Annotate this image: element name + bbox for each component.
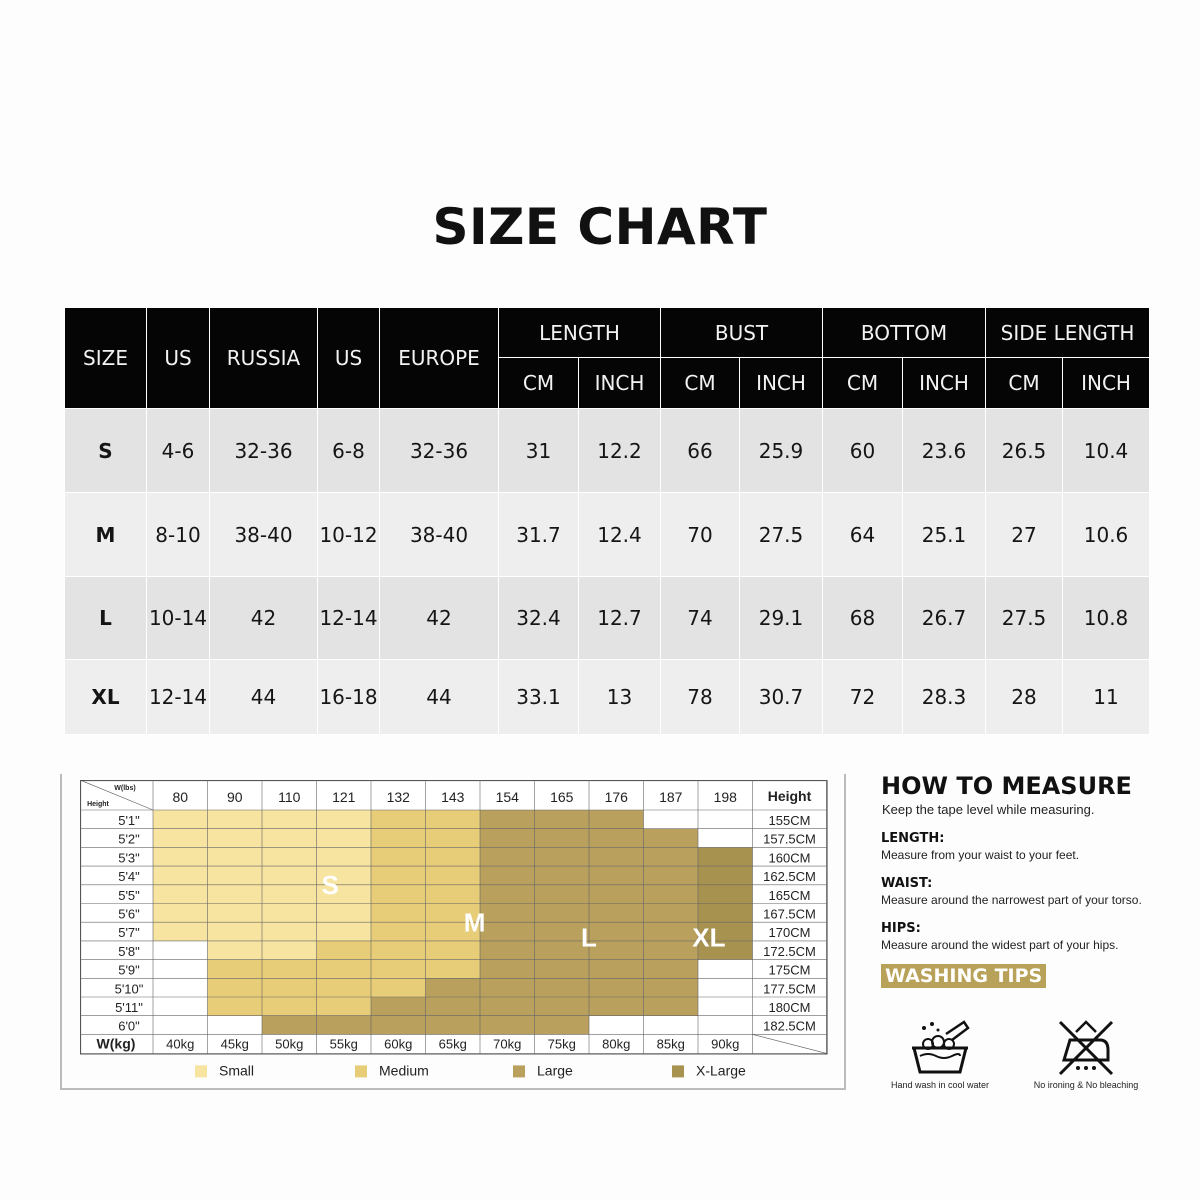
value-cell: 42 xyxy=(210,577,318,660)
zone-cell xyxy=(317,847,372,866)
value-cell: 10-14 xyxy=(147,577,210,660)
zone-cell xyxy=(371,1016,426,1035)
value-cell: 12-14 xyxy=(147,660,210,735)
subheader-cm: CM xyxy=(499,358,579,409)
zone-cell xyxy=(535,885,590,904)
weight-lbs-label: 176 xyxy=(604,789,628,805)
zone-cell xyxy=(371,922,426,941)
zone-cell xyxy=(262,960,317,979)
value-cell: 38-40 xyxy=(380,493,499,577)
zone-cell xyxy=(371,810,426,829)
value-cell: 23.6 xyxy=(903,409,986,493)
zone-cell xyxy=(371,978,426,997)
zone-cell xyxy=(589,829,644,848)
zone-cell xyxy=(535,829,590,848)
header-bust: BUST xyxy=(661,308,823,358)
height-feet-label: 5'3" xyxy=(118,850,140,866)
hand-wash-icon xyxy=(908,1018,972,1078)
zone-cell xyxy=(480,997,535,1016)
weight-kg-label: 85kg xyxy=(656,1036,685,1052)
value-cell: 70 xyxy=(661,493,740,577)
height-feet-label: 5'6" xyxy=(118,906,140,922)
subheader-inch: INCH xyxy=(579,358,661,409)
zone-cell xyxy=(644,978,699,997)
weight-lbs-label: 165 xyxy=(550,789,574,805)
legend-label: Large xyxy=(537,1062,573,1079)
value-cell: 25.9 xyxy=(740,409,823,493)
size-cell: L xyxy=(65,577,147,660)
height-feet-label: 5'7" xyxy=(118,925,140,941)
zone-cell xyxy=(480,866,535,885)
zone-cell xyxy=(426,978,481,997)
length-desc: Measure from your waist to your feet. xyxy=(881,848,1080,862)
zone-cell xyxy=(262,978,317,997)
value-cell: 12.7 xyxy=(579,577,661,660)
zone-cell xyxy=(480,922,535,941)
value-cell: 64 xyxy=(823,493,903,577)
subheader-inch: INCH xyxy=(903,358,986,409)
value-cell: 31 xyxy=(499,409,579,493)
zone-label-m: M xyxy=(463,907,486,938)
zone-cell xyxy=(589,904,644,923)
height-feet-label: 5'2" xyxy=(118,831,140,847)
zone-cell xyxy=(644,885,699,904)
zone-cell xyxy=(208,997,263,1016)
height-feet-label: 5'4" xyxy=(118,869,140,885)
waist-label: WAIST: xyxy=(881,876,933,891)
value-cell: 12-14 xyxy=(318,577,380,660)
zone-cell xyxy=(644,866,699,885)
height-cm-label: 170CM xyxy=(768,925,811,941)
weight-kg-label: 65kg xyxy=(438,1036,467,1052)
zone-cell xyxy=(208,885,263,904)
zone-cell xyxy=(589,997,644,1016)
value-cell: 27.5 xyxy=(740,493,823,577)
zone-cell xyxy=(426,1016,481,1035)
height-cm-label: 172.5CM xyxy=(763,943,816,959)
zone-cell xyxy=(208,829,263,848)
zone-cell xyxy=(262,847,317,866)
height-cm-label: 157.5CM xyxy=(763,831,816,847)
weight-lbs-label: 187 xyxy=(659,789,683,805)
zone-cell xyxy=(208,904,263,923)
how-to-measure-subtitle: Keep the tape level while measuring. xyxy=(882,802,1095,817)
header-us: US xyxy=(147,308,210,409)
zone-cell xyxy=(262,904,317,923)
weight-kg-label: 70kg xyxy=(493,1036,522,1052)
zone-cell xyxy=(698,866,753,885)
zone-cell xyxy=(426,997,481,1016)
value-cell: 11 xyxy=(1063,660,1150,735)
value-cell: 10.4 xyxy=(1063,409,1150,493)
weight-lbs-label: 154 xyxy=(495,789,519,805)
zone-cell xyxy=(426,810,481,829)
size-table xyxy=(64,307,1150,735)
corner-weight-label: W(lbs) xyxy=(114,785,136,792)
height-header: Height xyxy=(767,788,812,804)
value-cell: 28 xyxy=(986,660,1063,735)
zone-cell xyxy=(644,997,699,1016)
zone-cell xyxy=(153,847,208,866)
height-feet-label: 5'11" xyxy=(115,1000,143,1015)
value-cell: 33.1 xyxy=(499,660,579,735)
header-russia: RUSSIA xyxy=(210,308,318,409)
zone-label-s: S xyxy=(321,870,339,901)
zone-cell xyxy=(535,1016,590,1035)
value-cell: 27.5 xyxy=(986,577,1063,660)
zone-cell xyxy=(208,960,263,979)
zone-cell xyxy=(698,847,753,866)
zone-cell xyxy=(153,866,208,885)
zone-cell xyxy=(371,904,426,923)
zone-cell xyxy=(480,829,535,848)
zone-cell xyxy=(644,960,699,979)
value-cell: 44 xyxy=(380,660,499,735)
zone-cell xyxy=(480,960,535,979)
height-cm-label: 167.5CM xyxy=(763,906,816,922)
zone-cell xyxy=(426,866,481,885)
height-feet-label: 6'0" xyxy=(118,1018,140,1034)
zone-cell xyxy=(644,941,699,960)
zone-cell xyxy=(208,941,263,960)
weight-kg-label: 45kg xyxy=(220,1036,249,1052)
zone-cell xyxy=(208,810,263,829)
height-cm-label: 155CM xyxy=(768,813,811,828)
weight-lbs-label: 198 xyxy=(713,789,737,805)
weight-kg-label: 60kg xyxy=(384,1036,413,1052)
zone-cell xyxy=(153,810,208,829)
value-cell: 32-36 xyxy=(380,409,499,493)
zone-cell xyxy=(698,885,753,904)
value-cell: 60 xyxy=(823,409,903,493)
subheader-cm: CM xyxy=(661,358,740,409)
zone-cell xyxy=(535,866,590,885)
height-cm-label: 182.5CM xyxy=(763,1018,816,1034)
zone-cell xyxy=(153,885,208,904)
hips-desc: Measure around the widest part of your hips. xyxy=(881,938,1119,952)
size-row xyxy=(65,493,1150,577)
header-europe: EUROPE xyxy=(380,308,499,409)
size-cell: M xyxy=(65,493,147,577)
value-cell: 28.3 xyxy=(903,660,986,735)
zone-cell xyxy=(371,866,426,885)
zone-cell xyxy=(480,847,535,866)
zone-cell xyxy=(480,941,535,960)
hips-label: HIPS: xyxy=(881,921,921,936)
height-cm-label: 175CM xyxy=(768,962,811,978)
value-cell: 72 xyxy=(823,660,903,735)
value-cell: 68 xyxy=(823,577,903,660)
value-cell: 44 xyxy=(210,660,318,735)
value-cell: 31.7 xyxy=(499,493,579,577)
value-cell: 29.1 xyxy=(740,577,823,660)
value-cell: 10.6 xyxy=(1063,493,1150,577)
height-cm-label: 180CM xyxy=(768,1000,811,1015)
header-us-2: US xyxy=(318,308,380,409)
zone-cell xyxy=(208,866,263,885)
waist-desc: Measure around the narrowest part of your torso. xyxy=(881,893,1142,907)
weight-kg-label: 40kg xyxy=(166,1036,195,1052)
size-row xyxy=(65,409,1150,493)
zone-cell xyxy=(589,847,644,866)
zone-cell xyxy=(644,829,699,848)
zone-cell xyxy=(262,922,317,941)
zone-cell xyxy=(317,829,372,848)
washing-tips-badge: WASHING TIPS xyxy=(881,964,1046,988)
corner-height-label: Height xyxy=(87,801,109,808)
zone-cell xyxy=(589,810,644,829)
zone-cell xyxy=(480,904,535,923)
weight-lbs-label: 143 xyxy=(441,789,465,805)
height-cm-label: 162.5CM xyxy=(763,869,816,885)
zone-cell xyxy=(644,847,699,866)
weight-lbs-label: 80 xyxy=(172,789,189,805)
zone-cell xyxy=(480,978,535,997)
zone-cell xyxy=(371,960,426,979)
zone-cell xyxy=(535,997,590,1016)
zone-cell xyxy=(589,885,644,904)
value-cell: 27 xyxy=(986,493,1063,577)
zone-cell xyxy=(153,904,208,923)
value-cell: 10.8 xyxy=(1063,577,1150,660)
no-iron-caption: No ironing & No bleaching xyxy=(1033,1080,1139,1090)
value-cell: 78 xyxy=(661,660,740,735)
value-cell: 8-10 xyxy=(147,493,210,577)
no-iron-icon-group xyxy=(1026,1018,1146,1090)
zone-cell xyxy=(317,960,372,979)
legend-swatch xyxy=(195,1065,207,1077)
zone-cell xyxy=(535,810,590,829)
value-cell: 32-36 xyxy=(210,409,318,493)
value-cell: 32.4 xyxy=(499,577,579,660)
zone-cell xyxy=(644,904,699,923)
zone-cell xyxy=(480,885,535,904)
zone-label-l: L xyxy=(581,922,597,953)
height-cm-label: 177.5CM xyxy=(763,981,816,997)
hand-wash-caption: Hand wash in cool water xyxy=(890,1080,990,1090)
zone-cell xyxy=(317,904,372,923)
zone-cell xyxy=(480,810,535,829)
value-cell: 26.7 xyxy=(903,577,986,660)
subheader-cm: CM xyxy=(986,358,1063,409)
value-cell: 26.5 xyxy=(986,409,1063,493)
weight-kg-header: W(kg) xyxy=(96,1035,136,1052)
subheader-inch: INCH xyxy=(740,358,823,409)
legend-label: X-Large xyxy=(696,1062,746,1079)
height-cm-label: 160CM xyxy=(768,850,811,866)
value-cell: 30.7 xyxy=(740,660,823,735)
value-cell: 6-8 xyxy=(318,409,380,493)
header-bottom: BOTTOM xyxy=(823,308,986,358)
length-label: LENGTH: xyxy=(881,831,945,846)
value-cell: 10-12 xyxy=(318,493,380,577)
hand-wash-icon-group xyxy=(880,1018,1000,1090)
weight-kg-label: 90kg xyxy=(711,1036,740,1052)
zone-cell xyxy=(262,866,317,885)
zone-cell xyxy=(262,1016,317,1035)
zone-cell xyxy=(262,810,317,829)
zone-cell xyxy=(426,960,481,979)
size-cell: S xyxy=(65,409,147,493)
zone-cell xyxy=(480,1016,535,1035)
zone-cell xyxy=(262,829,317,848)
value-cell: 74 xyxy=(661,577,740,660)
zone-cell xyxy=(262,997,317,1016)
value-cell: 25.1 xyxy=(903,493,986,577)
height-cm-label: 165CM xyxy=(768,887,811,903)
zone-cell xyxy=(535,847,590,866)
zone-cell xyxy=(589,922,644,941)
header-side-length: SIDE LENGTH xyxy=(986,308,1150,358)
zone-cell xyxy=(426,885,481,904)
size-cell: XL xyxy=(65,660,147,735)
how-to-measure-heading: HOW TO MEASURE xyxy=(881,772,1132,800)
subheader-inch: INCH xyxy=(1063,358,1150,409)
height-weight-chart xyxy=(80,780,830,1090)
zone-cell xyxy=(317,978,372,997)
zone-cell xyxy=(644,810,699,829)
zone-cell xyxy=(589,960,644,979)
zone-cell xyxy=(262,885,317,904)
legend-swatch xyxy=(355,1065,367,1077)
zone-cell xyxy=(698,829,753,848)
zone-cell xyxy=(535,904,590,923)
size-row xyxy=(65,577,1150,660)
zone-cell xyxy=(371,829,426,848)
header-length: LENGTH xyxy=(499,308,661,358)
size-row xyxy=(65,660,1150,735)
zone-cell xyxy=(208,847,263,866)
legend-swatch xyxy=(672,1065,684,1077)
value-cell: 12.4 xyxy=(579,493,661,577)
no-iron-no-bleach-icon xyxy=(1054,1018,1118,1078)
weight-kg-label: 55kg xyxy=(329,1036,358,1052)
zone-cell xyxy=(317,1016,372,1035)
value-cell: 4-6 xyxy=(147,409,210,493)
height-feet-label: 5'9" xyxy=(118,962,140,978)
zone-cell xyxy=(262,941,317,960)
weight-lbs-label: 90 xyxy=(226,789,243,805)
zone-cell xyxy=(371,941,426,960)
value-cell: 42 xyxy=(380,577,499,660)
zone-label-xl: XL xyxy=(692,922,726,953)
zone-cell xyxy=(317,941,372,960)
page-title: SIZE CHART xyxy=(432,198,768,256)
zone-cell xyxy=(208,922,263,941)
zone-cell xyxy=(371,885,426,904)
zone-cell xyxy=(426,847,481,866)
zone-cell xyxy=(535,978,590,997)
zone-cell xyxy=(317,922,372,941)
zone-cell xyxy=(371,997,426,1016)
height-feet-label: 5'1" xyxy=(118,813,140,828)
height-feet-label: 5'5" xyxy=(118,887,140,903)
zone-cell xyxy=(644,922,699,941)
header-size: SIZE xyxy=(65,308,147,409)
legend-swatch xyxy=(513,1065,525,1077)
height-feet-label: 5'10" xyxy=(114,981,144,997)
value-cell: 12.2 xyxy=(579,409,661,493)
value-cell: 16-18 xyxy=(318,660,380,735)
zone-cell xyxy=(589,978,644,997)
value-cell: 66 xyxy=(661,409,740,493)
zone-cell xyxy=(589,866,644,885)
weight-kg-label: 50kg xyxy=(275,1036,304,1052)
height-feet-label: 5'8" xyxy=(118,943,140,959)
weight-lbs-label: 121 xyxy=(332,789,356,805)
zone-cell xyxy=(535,960,590,979)
subheader-cm: CM xyxy=(823,358,903,409)
zone-cell xyxy=(317,997,372,1016)
weight-lbs-label: 132 xyxy=(386,789,410,805)
zone-cell xyxy=(153,829,208,848)
how-to-measure xyxy=(881,772,1181,988)
weight-kg-label: 75kg xyxy=(547,1036,576,1052)
zone-cell xyxy=(589,941,644,960)
weight-lbs-label: 110 xyxy=(278,789,301,805)
weight-kg-label: 80kg xyxy=(602,1036,631,1052)
value-cell: 38-40 xyxy=(210,493,318,577)
zone-cell xyxy=(371,847,426,866)
value-cell: 13 xyxy=(579,660,661,735)
zone-cell xyxy=(426,829,481,848)
zone-cell xyxy=(208,978,263,997)
zone-cell xyxy=(317,810,372,829)
zone-cell xyxy=(426,941,481,960)
legend-label: Small xyxy=(219,1062,255,1079)
zone-cell xyxy=(698,904,753,923)
legend-label: Medium xyxy=(379,1062,429,1079)
zone-cell xyxy=(153,922,208,941)
